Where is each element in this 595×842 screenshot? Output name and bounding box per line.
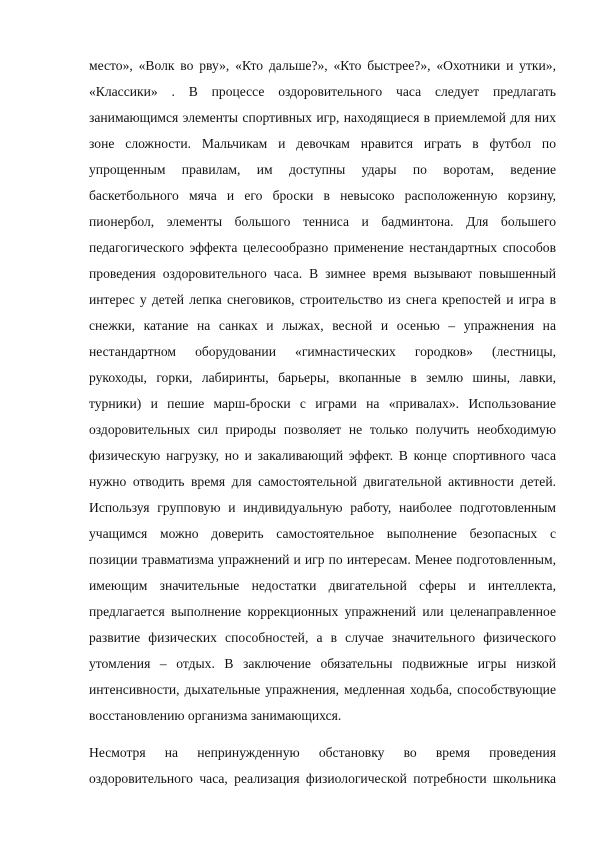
paragraph-1-line: восстановлению организма занимающихся.	[89, 708, 342, 723]
paragraph-1-line: интенсивности, дыхательные упражнения, медленная ходьба, способствующие	[89, 682, 556, 697]
paragraph-1-line: педагогического эффекта целесообразно применение нестандартных способов	[89, 240, 556, 255]
paragraph-1-line: нужно отводить время для самостоятельной двигательной активности детей.	[89, 474, 556, 489]
paragraph-1-line: учащимся можно доверить самостоятельное выполнение безопасных с	[89, 526, 556, 541]
paragraph-1-line: снежки, катание на санках и лыжах, весной и осенью – упражнения на	[89, 318, 556, 333]
paragraph-1-line: место», «Волк во рву», «Кто дальше?», «Кто быстрее?», «Охотники и утки»,	[89, 58, 556, 73]
paragraph-1-line: позиции травматизма упражнений и игр по интересам. Менее подготовленным,	[89, 552, 556, 567]
paragraph-2-line: Несмотря на непринужденную обстановку во время проведения	[89, 745, 556, 760]
paragraph-1-line: занимающимся элементы спортивных игр, находящиеся в приемлемой для них	[89, 110, 556, 125]
paragraph-1-line: баскетбольного мяча и его броски в невысоко расположенную корзину,	[89, 188, 556, 203]
paragraph-1-line: пионербол, элементы большого тенниса и бадминтона. Для большего	[89, 214, 556, 229]
paragraph-2-line: оздоровительного часа, реализация физиологической потребности школьника	[89, 771, 556, 786]
paragraph-1-line: нестандартном оборудовании «гимнастических городков» (лестницы,	[89, 344, 556, 359]
paragraph-1-line: упрощенным правилам, им доступны удары по воротам, ведение	[89, 162, 556, 177]
paragraph-1-line: «Классики» . В процессе оздоровительного часа следует предлагать	[89, 84, 556, 99]
paragraph-1-line: имеющим значительные недостатки двигательной сферы и интеллекта,	[89, 578, 556, 593]
paragraph-1-line: физическую нагрузку, но и закаливающий эффект. В конце спортивного часа	[89, 448, 556, 463]
paragraph-1-line: интерес у детей лепка снеговиков, строительство из снега крепостей и игра в	[89, 292, 556, 307]
paragraph-1-line: предлагается выполнение коррекционных упражнений или целенаправленное	[89, 604, 556, 619]
paragraph-1-line: Используя групповую и индивидуальную работу, наиболее подготовленным	[89, 500, 556, 515]
paragraph-1-line: утомления – отдых. В заключение обязательны подвижные игры низкой	[89, 656, 556, 671]
paragraph-1-line: рукоходы, горки, лабиринты, барьеры, вкопанные в землю шины, лавки,	[89, 370, 556, 385]
paragraph-1-line: оздоровительных сил природы позволяет не только получить необходимую	[89, 422, 556, 437]
paragraph-1-line: турники) и пешие марш-броски с играми на «привалах». Использование	[89, 396, 556, 411]
paragraph-1-line: проведения оздоровительного часа. В зимнее время вызывают повышенный	[89, 266, 556, 281]
paragraph-1-line: зоне сложности. Мальчикам и девочкам нравится играть в футбол по	[89, 136, 556, 151]
paragraph-1-line: развитие физических способностей, а в случае значительного физического	[89, 630, 556, 645]
